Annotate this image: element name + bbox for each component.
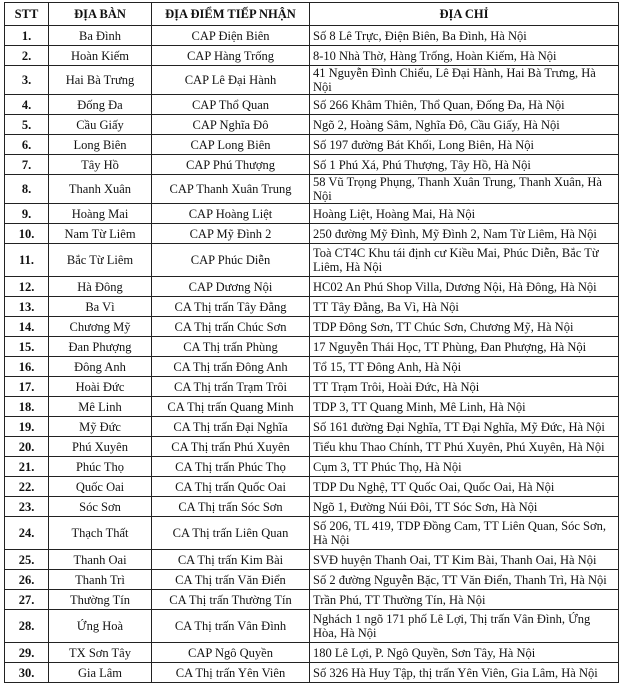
row-stt-cell: 6.: [5, 135, 49, 155]
table-row: [5, 46, 619, 66]
row-place-cell: CAP Hàng Trống: [152, 46, 310, 66]
row-area-cell: Đông Anh: [49, 357, 152, 377]
row-address-cell: Số 206, TL 419, TDP Đồng Cam, TT Liên Quan, Sóc Sơn, Hà Nội: [310, 517, 619, 550]
table-row: [5, 417, 619, 437]
row-address-cell: Ngõ 1, Đường Núi Đôi, TT Sóc Sơn, Hà Nội: [310, 497, 619, 517]
row-address-cell: Số 197 đường Bát Khối, Long Biên, Hà Nội: [310, 135, 619, 155]
row-area-cell: Phúc Thọ: [49, 457, 152, 477]
row-address-cell: Số 2 đường Nguyễn Bặc, TT Văn Điển, Thanh Trì, Hà Nội: [310, 570, 619, 590]
row-area-cell: Thạch Thất: [49, 517, 152, 550]
row-address-cell: Số 326 Hà Huy Tập, thị trấn Yên Viên, Gia Lâm, Hà Nội: [310, 663, 619, 683]
document-page: [4, 2, 619, 683]
row-address-cell: Hoàng Liệt, Hoàng Mai, Hà Nội: [310, 204, 619, 224]
row-stt-cell: 19.: [5, 417, 49, 437]
row-area-cell: Nam Từ Liêm: [49, 224, 152, 244]
row-area-cell: Ba Đình: [49, 26, 152, 46]
row-place-cell: CA Thị trấn Trạm Trôi: [152, 377, 310, 397]
row-address-cell: 41 Nguyễn Đình Chiểu, Lê Đại Hành, Hai Bà Trưng, Hà Nội: [310, 66, 619, 95]
header-area: ĐỊA BÀN: [49, 3, 152, 26]
row-address-cell: SVĐ huyện Thanh Oai, TT Kim Bài, Thanh Oai, Hà Nội: [310, 550, 619, 570]
header-place: ĐỊA ĐIỂM TIẾP NHẬN: [152, 3, 310, 26]
row-stt-cell: 5.: [5, 115, 49, 135]
header-stt: STT: [5, 3, 49, 26]
row-stt-cell: 24.: [5, 517, 49, 550]
table-row: [5, 224, 619, 244]
row-area-cell: Phú Xuyên: [49, 437, 152, 457]
row-address-cell: 58 Vũ Trọng Phụng, Thanh Xuân Trung, Thanh Xuân, Hà Nội: [310, 175, 619, 204]
table-row: [5, 135, 619, 155]
row-area-cell: Mỹ Đức: [49, 417, 152, 437]
row-area-cell: Đống Đa: [49, 95, 152, 115]
row-stt-cell: 18.: [5, 397, 49, 417]
row-stt-cell: 1.: [5, 26, 49, 46]
row-place-cell: CAP Ngô Quyền: [152, 643, 310, 663]
table-row: [5, 610, 619, 643]
row-stt-cell: 15.: [5, 337, 49, 357]
row-stt-cell: 8.: [5, 175, 49, 204]
row-place-cell: CA Thị trấn Vân Đình: [152, 610, 310, 643]
row-address-cell: Cụm 3, TT Phúc Thọ, Hà Nội: [310, 457, 619, 477]
row-place-cell: CAP Phú Thượng: [152, 155, 310, 175]
row-address-cell: 250 đường Mỹ Đình, Mỹ Đình 2, Nam Từ Liêm, Hà Nội: [310, 224, 619, 244]
table-row: [5, 497, 619, 517]
row-address-cell: TT Tây Đằng, Ba Vì, Hà Nội: [310, 297, 619, 317]
row-area-cell: Tây Hồ: [49, 155, 152, 175]
table-row: [5, 663, 619, 683]
row-place-cell: CA Thị trấn Chúc Sơn: [152, 317, 310, 337]
table-row: [5, 155, 619, 175]
row-address-cell: TDP Đông Sơn, TT Chúc Sơn, Chương Mỹ, Hà Nội: [310, 317, 619, 337]
table-row: [5, 95, 619, 115]
table-row: [5, 517, 619, 550]
row-area-cell: Hà Đông: [49, 277, 152, 297]
row-address-cell: Trần Phú, TT Thường Tín, Hà Nội: [310, 590, 619, 610]
row-area-cell: Thanh Trì: [49, 570, 152, 590]
row-stt-cell: 27.: [5, 590, 49, 610]
header-address: ĐỊA CHỈ: [310, 3, 619, 26]
row-stt-cell: 16.: [5, 357, 49, 377]
row-stt-cell: 26.: [5, 570, 49, 590]
row-stt-cell: 14.: [5, 317, 49, 337]
row-place-cell: CA Thị trấn Thường Tín: [152, 590, 310, 610]
row-address-cell: Số 266 Khâm Thiên, Thổ Quan, Đống Đa, Hà Nội: [310, 95, 619, 115]
row-place-cell: CA Thị trấn Phú Xuyên: [152, 437, 310, 457]
row-area-cell: Long Biên: [49, 135, 152, 155]
table-row: [5, 297, 619, 317]
table-row: [5, 397, 619, 417]
row-place-cell: CA Thị trấn Đại Nghĩa: [152, 417, 310, 437]
row-place-cell: CA Thị trấn Sóc Sơn: [152, 497, 310, 517]
row-stt-cell: 29.: [5, 643, 49, 663]
row-address-cell: Số 161 đường Đại Nghĩa, TT Đại Nghĩa, Mỹ Đức, Hà Nội: [310, 417, 619, 437]
table-header: [5, 3, 619, 26]
table-row: [5, 377, 619, 397]
table-row: [5, 115, 619, 135]
table-row: [5, 590, 619, 610]
table-row: [5, 26, 619, 46]
row-area-cell: Thanh Oai: [49, 550, 152, 570]
header-row: [5, 3, 619, 26]
row-place-cell: CAP Phúc Diễn: [152, 244, 310, 277]
table-row: [5, 175, 619, 204]
row-place-cell: CAP Dương Nội: [152, 277, 310, 297]
row-stt-cell: 10.: [5, 224, 49, 244]
row-place-cell: CA Thị trấn Đông Anh: [152, 357, 310, 377]
row-stt-cell: 7.: [5, 155, 49, 175]
table-row: [5, 317, 619, 337]
row-address-cell: Tổ 15, TT Đông Anh, Hà Nội: [310, 357, 619, 377]
row-stt-cell: 12.: [5, 277, 49, 297]
reception-locations-table: [4, 2, 619, 683]
row-area-cell: Chương Mỹ: [49, 317, 152, 337]
row-area-cell: Thanh Xuân: [49, 175, 152, 204]
row-place-cell: CAP Long Biên: [152, 135, 310, 155]
row-place-cell: CA Thị trấn Liên Quan: [152, 517, 310, 550]
row-place-cell: CA Thị trấn Văn Điển: [152, 570, 310, 590]
row-place-cell: CA Thị trấn Kim Bài: [152, 550, 310, 570]
row-area-cell: TX Sơn Tây: [49, 643, 152, 663]
table-row: [5, 643, 619, 663]
row-area-cell: Hoài Đức: [49, 377, 152, 397]
row-address-cell: TDP 3, TT Quang Minh, Mê Linh, Hà Nội: [310, 397, 619, 417]
table-row: [5, 570, 619, 590]
row-place-cell: CAP Thổ Quan: [152, 95, 310, 115]
row-place-cell: CAP Mỹ Đình 2: [152, 224, 310, 244]
row-address-cell: HC02 An Phú Shop Villa, Dương Nội, Hà Đông, Hà Nội: [310, 277, 619, 297]
row-place-cell: CA Thị trấn Quang Minh: [152, 397, 310, 417]
table-row: [5, 357, 619, 377]
row-area-cell: Quốc Oai: [49, 477, 152, 497]
table-body: [5, 26, 619, 683]
row-address-cell: Tiểu khu Thao Chính, TT Phú Xuyên, Phú Xuyên, Hà Nội: [310, 437, 619, 457]
row-area-cell: Thường Tín: [49, 590, 152, 610]
row-address-cell: 17 Nguyễn Thái Học, TT Phùng, Đan Phượng, Hà Nội: [310, 337, 619, 357]
row-stt-cell: 23.: [5, 497, 49, 517]
row-place-cell: CA Thị trấn Yên Viên: [152, 663, 310, 683]
row-stt-cell: 2.: [5, 46, 49, 66]
row-address-cell: Ngõ 2, Hoàng Sâm, Nghĩa Đô, Cầu Giấy, Hà Nội: [310, 115, 619, 135]
table-row: [5, 437, 619, 457]
row-stt-cell: 13.: [5, 297, 49, 317]
row-address-cell: Số 1 Phú Xá, Phú Thượng, Tây Hồ, Hà Nội: [310, 155, 619, 175]
row-area-cell: Mê Linh: [49, 397, 152, 417]
row-place-cell: CAP Điện Biên: [152, 26, 310, 46]
row-stt-cell: 3.: [5, 66, 49, 95]
row-area-cell: Hai Bà Trưng: [49, 66, 152, 95]
row-stt-cell: 22.: [5, 477, 49, 497]
row-stt-cell: 30.: [5, 663, 49, 683]
table-row: [5, 457, 619, 477]
row-area-cell: Gia Lâm: [49, 663, 152, 683]
row-place-cell: CAP Nghĩa Đô: [152, 115, 310, 135]
row-area-cell: Hoàng Mai: [49, 204, 152, 224]
row-place-cell: CA Thị trấn Phùng: [152, 337, 310, 357]
row-stt-cell: 25.: [5, 550, 49, 570]
row-area-cell: Ứng Hoà: [49, 610, 152, 643]
row-place-cell: CAP Lê Đại Hành: [152, 66, 310, 95]
row-area-cell: Cầu Giấy: [49, 115, 152, 135]
row-area-cell: Ba Vì: [49, 297, 152, 317]
table-row: [5, 550, 619, 570]
row-stt-cell: 28.: [5, 610, 49, 643]
table-row: [5, 337, 619, 357]
row-address-cell: Nghách 1 ngõ 171 phố Lê Lợi, Thị trấn Vân Đình, Ứng Hòa, Hà Nội: [310, 610, 619, 643]
row-address-cell: 8-10 Nhà Thờ, Hàng Trống, Hoàn Kiếm, Hà Nội: [310, 46, 619, 66]
table-row: [5, 244, 619, 277]
row-area-cell: Hoàn Kiếm: [49, 46, 152, 66]
row-area-cell: Bắc Từ Liêm: [49, 244, 152, 277]
table-row: [5, 66, 619, 95]
row-stt-cell: 20.: [5, 437, 49, 457]
row-address-cell: Số 8 Lê Trực, Điện Biên, Ba Đình, Hà Nội: [310, 26, 619, 46]
table-row: [5, 204, 619, 224]
row-stt-cell: 17.: [5, 377, 49, 397]
row-stt-cell: 11.: [5, 244, 49, 277]
row-address-cell: TDP Du Nghệ, TT Quốc Oai, Quốc Oai, Hà Nội: [310, 477, 619, 497]
row-stt-cell: 9.: [5, 204, 49, 224]
table-row: [5, 477, 619, 497]
row-stt-cell: 21.: [5, 457, 49, 477]
row-place-cell: CAP Thanh Xuân Trung: [152, 175, 310, 204]
table-row: [5, 277, 619, 297]
row-address-cell: 180 Lê Lợi, P. Ngô Quyền, Sơn Tây, Hà Nội: [310, 643, 619, 663]
row-stt-cell: 4.: [5, 95, 49, 115]
row-area-cell: Đan Phượng: [49, 337, 152, 357]
row-place-cell: CA Thị trấn Phúc Thọ: [152, 457, 310, 477]
row-place-cell: CA Thị trấn Quốc Oai: [152, 477, 310, 497]
row-area-cell: Sóc Sơn: [49, 497, 152, 517]
row-address-cell: Toà CT4C Khu tái định cư Kiều Mai, Phúc Diễn, Bắc Từ Liêm, Hà Nội: [310, 244, 619, 277]
row-place-cell: CA Thị trấn Tây Đằng: [152, 297, 310, 317]
row-place-cell: CAP Hoàng Liệt: [152, 204, 310, 224]
row-address-cell: TT Trạm Trôi, Hoài Đức, Hà Nội: [310, 377, 619, 397]
